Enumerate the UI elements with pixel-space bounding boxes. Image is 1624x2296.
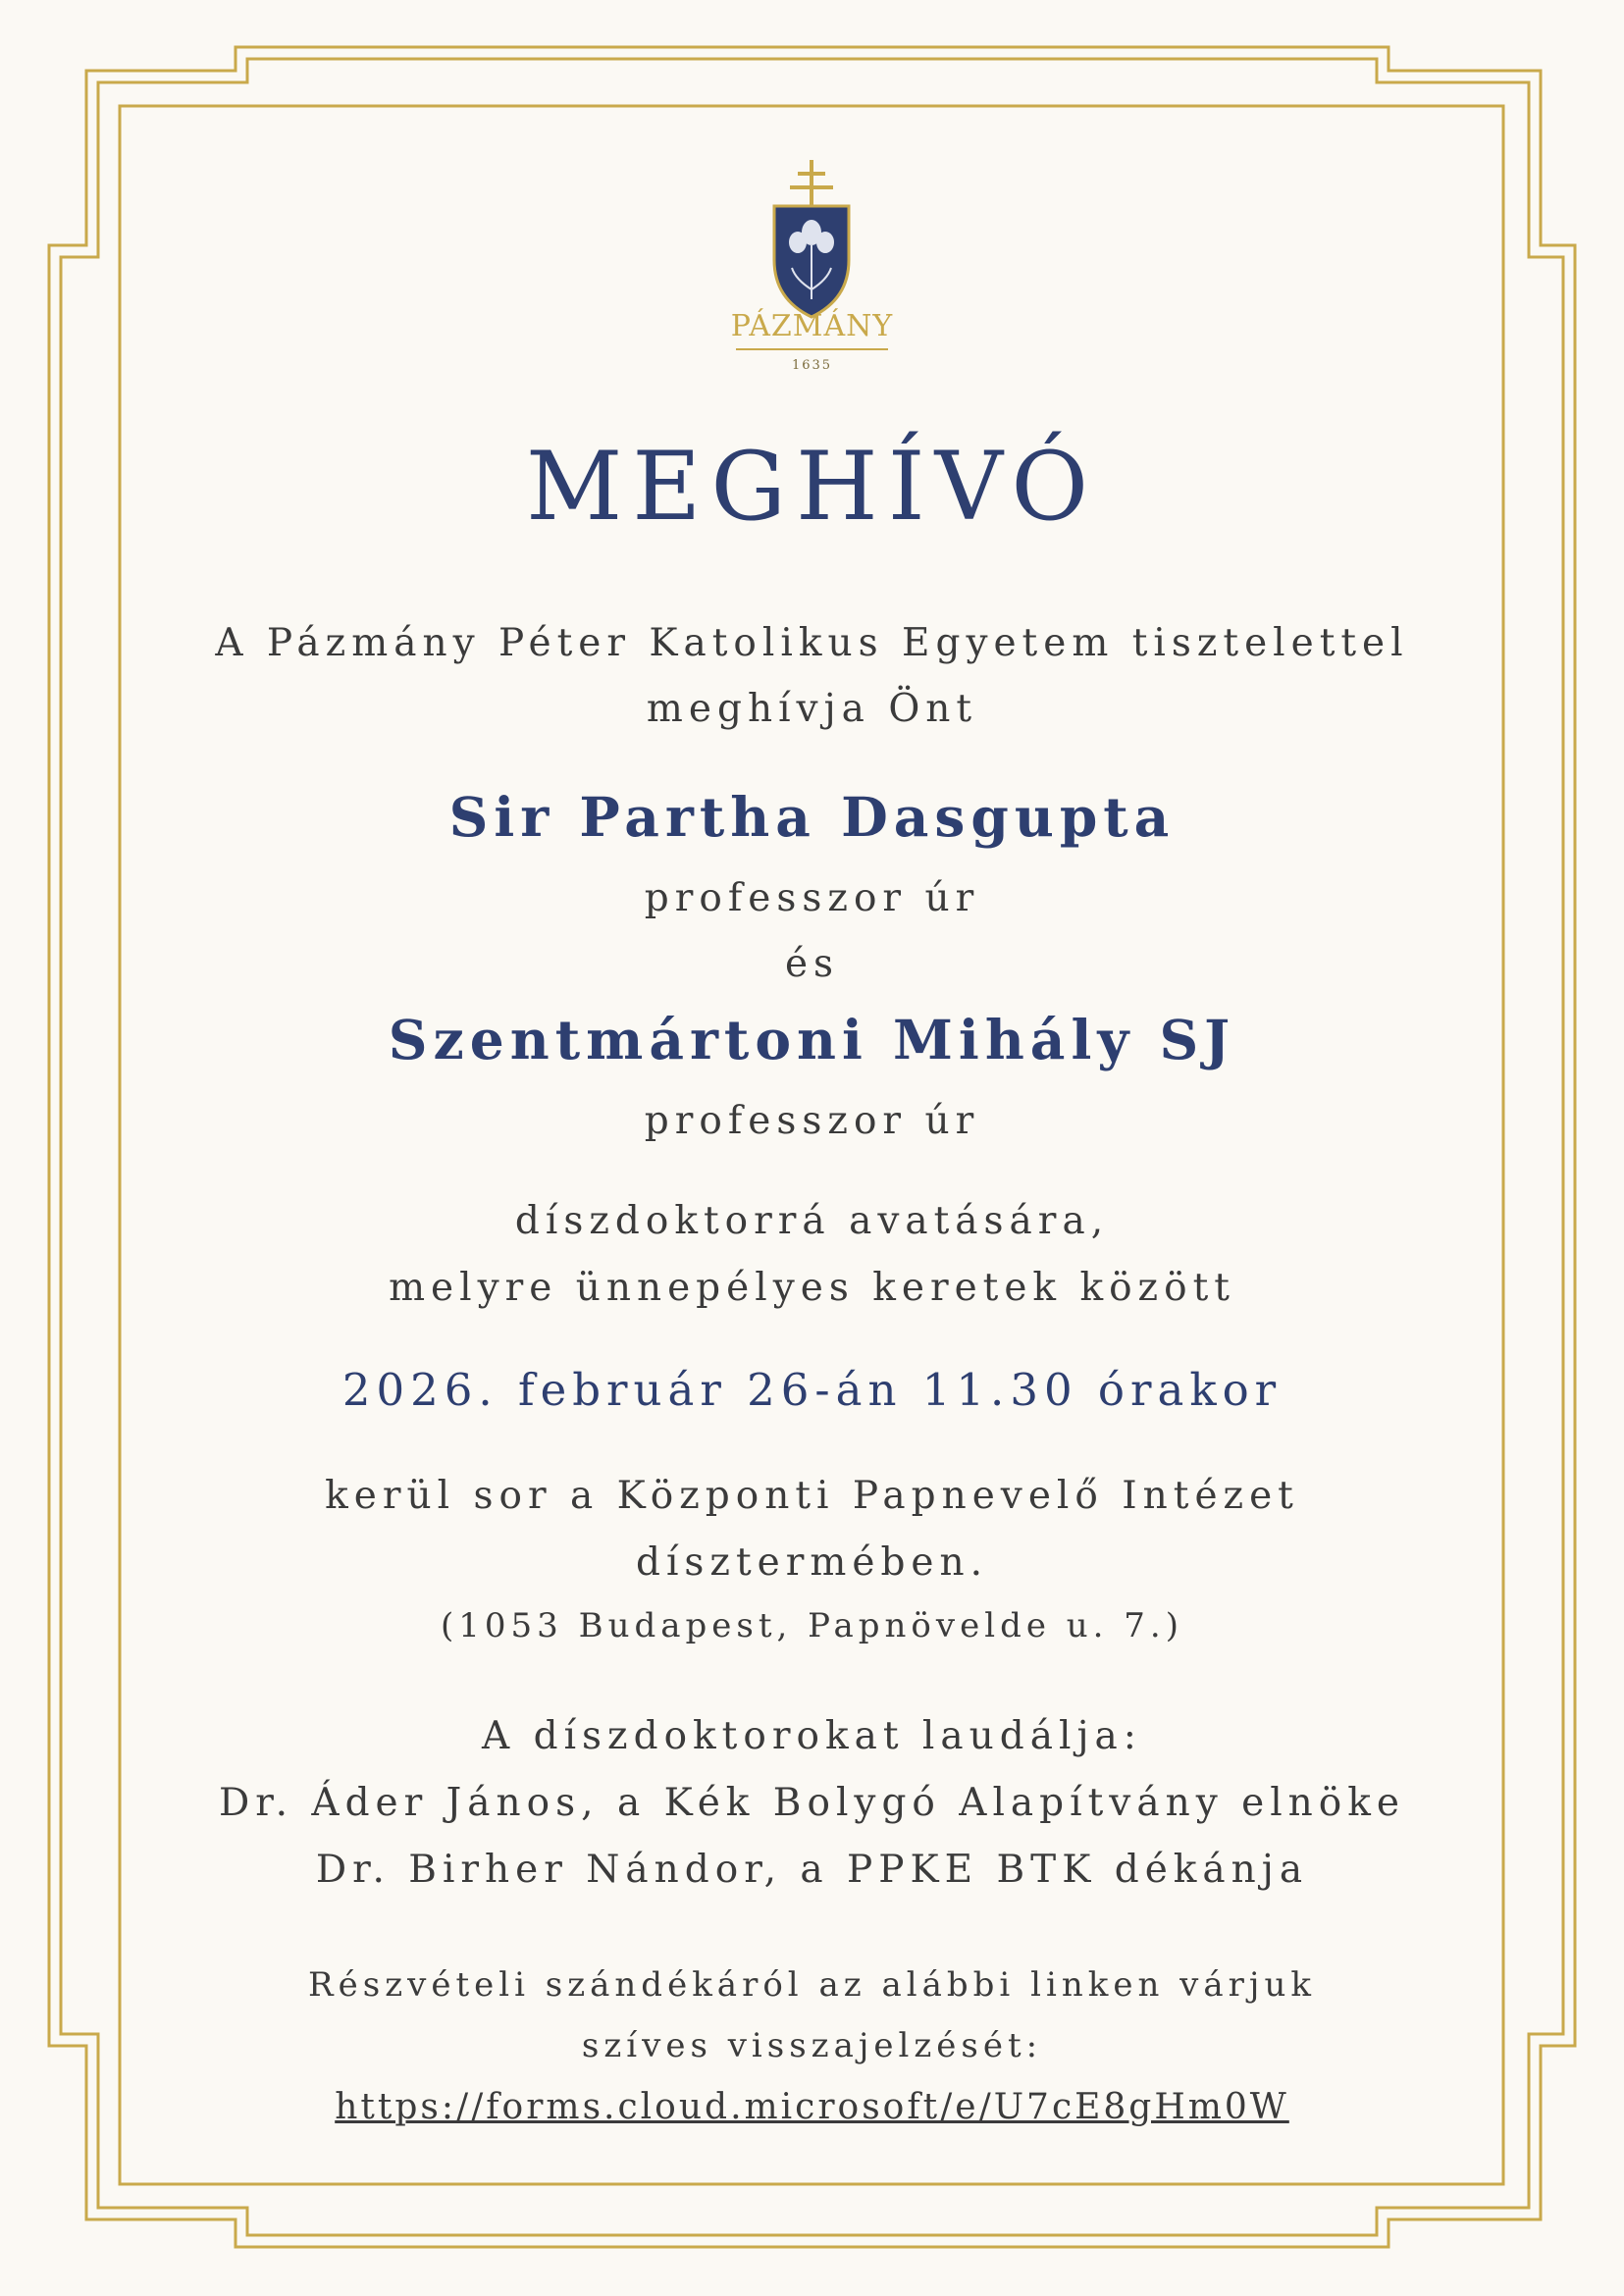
- venue-line-2: dísztermében.: [635, 1540, 989, 1585]
- conjunction: és: [784, 942, 840, 986]
- venue-line-1: kerül sor a Központi Papnevelő Intézet: [325, 1474, 1299, 1518]
- university-logo: [713, 152, 910, 378]
- venue-address: (1053 Budapest, Papnövelde u. 7.): [441, 1606, 1183, 1645]
- honoree-1-role: professzor úr: [644, 876, 980, 920]
- page-title: MEGHÍVÓ: [525, 432, 1099, 542]
- laudator-2: Dr. Birher Nándor, a PPKE BTK dékánja: [315, 1848, 1309, 1892]
- rsvp-link[interactable]: https://forms.cloud.microsoft/e/U7cE8gHm0W: [335, 2087, 1289, 2127]
- intro-line-1: A Pázmány Péter Katolikus Egyetem tisztelettel: [215, 621, 1409, 665]
- honoree-1-name: Sir Partha Dasgupta: [448, 785, 1176, 849]
- occasion-line-2: melyre ünnepélyes keretek között: [389, 1266, 1235, 1310]
- logo-year: 1635: [791, 358, 833, 373]
- laudators-heading: A díszdoktorokat laudálja:: [482, 1714, 1142, 1758]
- laudator-1: Dr. Áder János, a Kék Bolygó Alapítvány elnöke: [219, 1781, 1405, 1825]
- rsvp-line-2: szíves visszajelzését:: [581, 2026, 1043, 2065]
- occasion-line-1: díszdoktorrá avatására,: [514, 1199, 1110, 1243]
- intro-line-2: meghívja Önt: [646, 687, 978, 731]
- honoree-2-role: professzor úr: [644, 1099, 980, 1143]
- logo-brand-text: PÁZMÁNY: [730, 309, 894, 343]
- rsvp-line-1: Részvételi szándékáról az alábbi linken várjuk: [308, 1965, 1316, 2005]
- logo-divider: [736, 348, 888, 350]
- honoree-2-name: Szentmártoni Mihály SJ: [388, 1008, 1236, 1071]
- event-datetime: 2026. február 26-án 11.30 órakor: [341, 1364, 1283, 1416]
- pazmany-crest-icon: [713, 152, 910, 378]
